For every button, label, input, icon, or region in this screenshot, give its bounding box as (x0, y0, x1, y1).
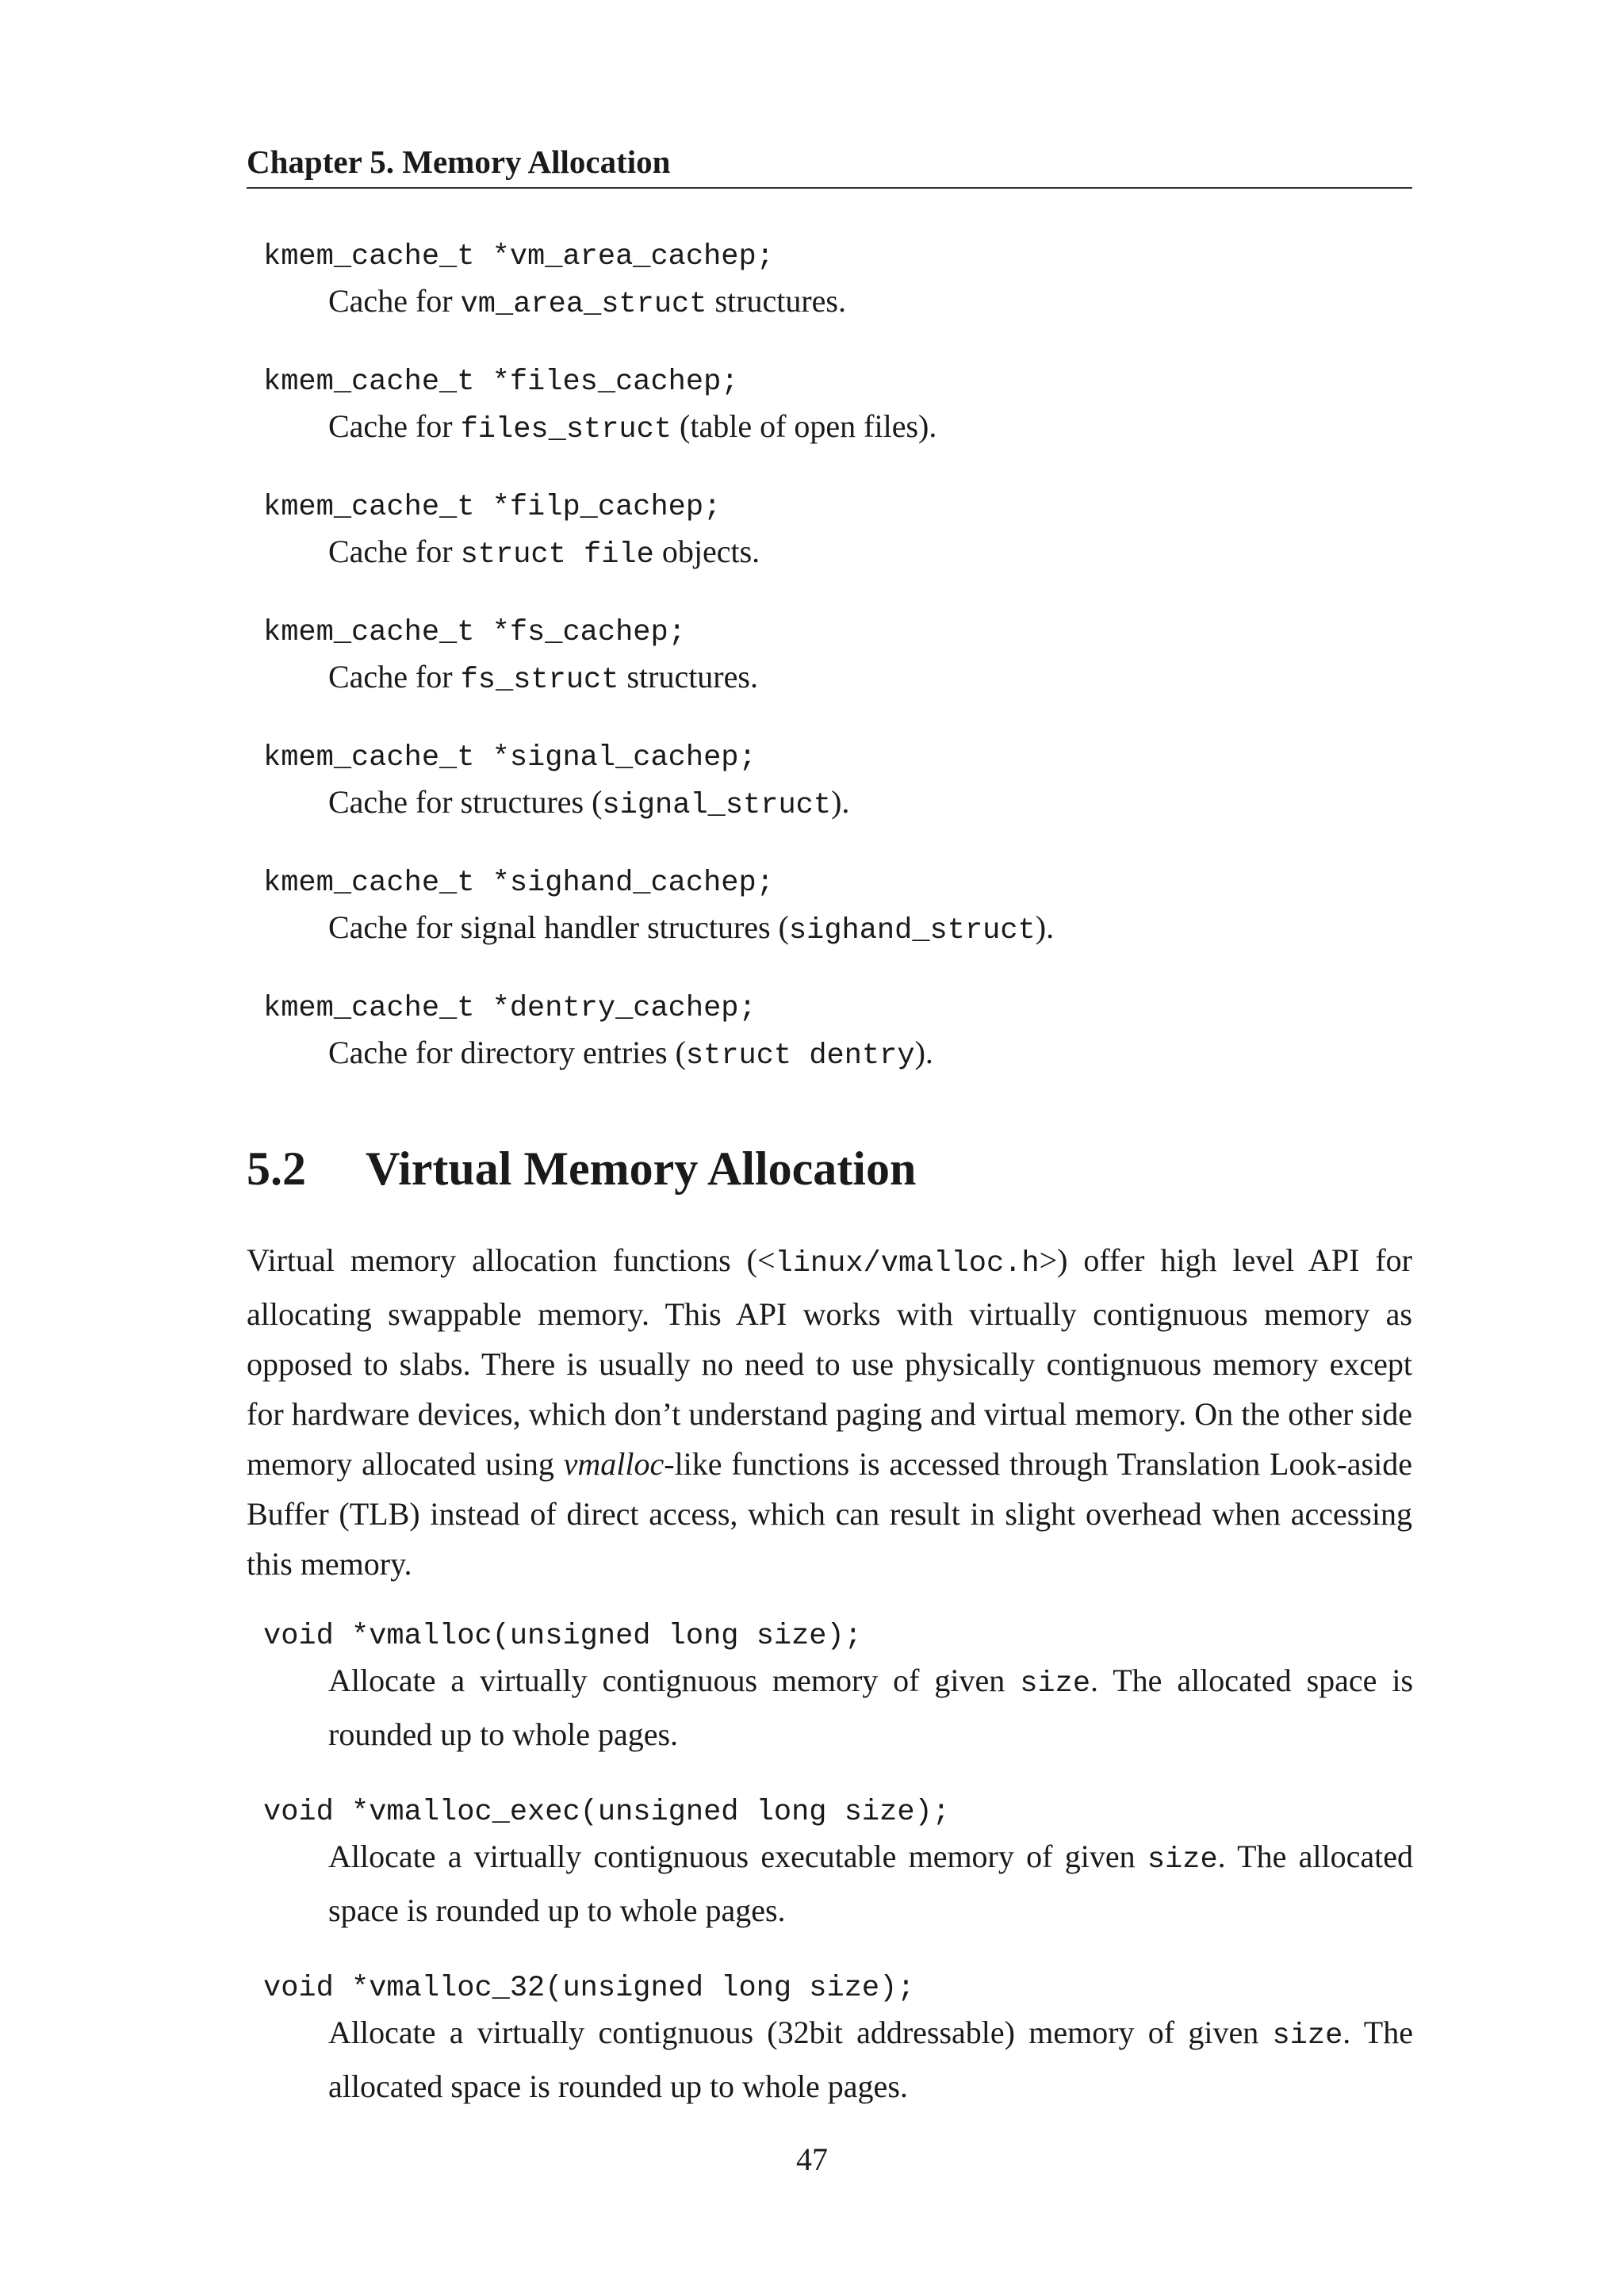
definition-item (263, 864, 1413, 956)
description: Cache for struct file objects. (328, 534, 760, 572)
definition-item (263, 488, 1413, 580)
page-number: 47 (796, 2141, 828, 2177)
description: Allocate a virtually contignuous (32bit addressable) memory of given size. The allocated space is rounded up to whole pages. (328, 2015, 1413, 2104)
declaration: kmem_cache_t *files_cachep; (263, 365, 739, 399)
declaration: void *vmalloc_exec(unsigned long size); (263, 1796, 950, 1829)
declaration: kmem_cache_t *vm_area_cachep; (263, 240, 774, 274)
running-header: Chapter 5. Memory Allocation (247, 143, 1412, 189)
declaration: kmem_cache_t *fs_cachep; (263, 616, 686, 649)
definition-item (263, 1617, 1413, 1759)
declaration: kmem_cache_t *signal_cachep; (263, 741, 756, 775)
definition-item (263, 238, 1413, 330)
declaration: void *vmalloc(unsigned long size); (263, 1620, 862, 1653)
definition-item (263, 363, 1413, 455)
description: Cache for directory entries (struct dentry). (328, 1035, 933, 1073)
definition-item (263, 1793, 1413, 1935)
definition-item (263, 1969, 1413, 2111)
definition-item (263, 989, 1413, 1081)
section-heading (247, 1142, 1412, 1196)
description: Cache for fs_struct structures. (328, 659, 758, 697)
description: Cache for signal handler structures (sighand_struct). (328, 909, 1055, 947)
description: Allocate a virtually contignuous executable memory of given size. The allocated space is rounded up to whole pages. (328, 1839, 1413, 1928)
declaration: kmem_cache_t *sighand_cachep; (263, 867, 774, 900)
definition-item (263, 739, 1413, 831)
declaration: void *vmalloc_32(unsigned long size); (263, 1972, 915, 2005)
definition-item (263, 614, 1413, 706)
description: Cache for files_struct (table of open files). (328, 408, 937, 446)
declaration: kmem_cache_t *dentry_cachep; (263, 992, 756, 1025)
description: Cache for vm_area_struct structures. (328, 283, 846, 321)
description: Cache for structures (signal_struct). (328, 784, 850, 822)
description: Allocate a virtually contignuous memory of given size. The allocated space is rounded up to whole pages. (328, 1663, 1414, 1752)
body-paragraph: Virtual memory allocation functions (<linux/vmalloc.h>) offer high level API for allocating swappable memory. This API works with virtually contignuous memory as opposed to slabs. There is usually no need to use physically contignuous memory except for hardware devices, which don’t understand paging and virtual memory. On the other side memory allocated using vmalloc-like functions is accessed through Translation Look-aside Buffer (TLB) instead of direct access, which can result in slight overhead when accessing this memory. (247, 1242, 1412, 1582)
section-number: 5.2 (247, 1142, 306, 1195)
declaration: kmem_cache_t *filp_cachep; (263, 491, 722, 524)
section-title: Virtual Memory Allocation (366, 1142, 917, 1195)
